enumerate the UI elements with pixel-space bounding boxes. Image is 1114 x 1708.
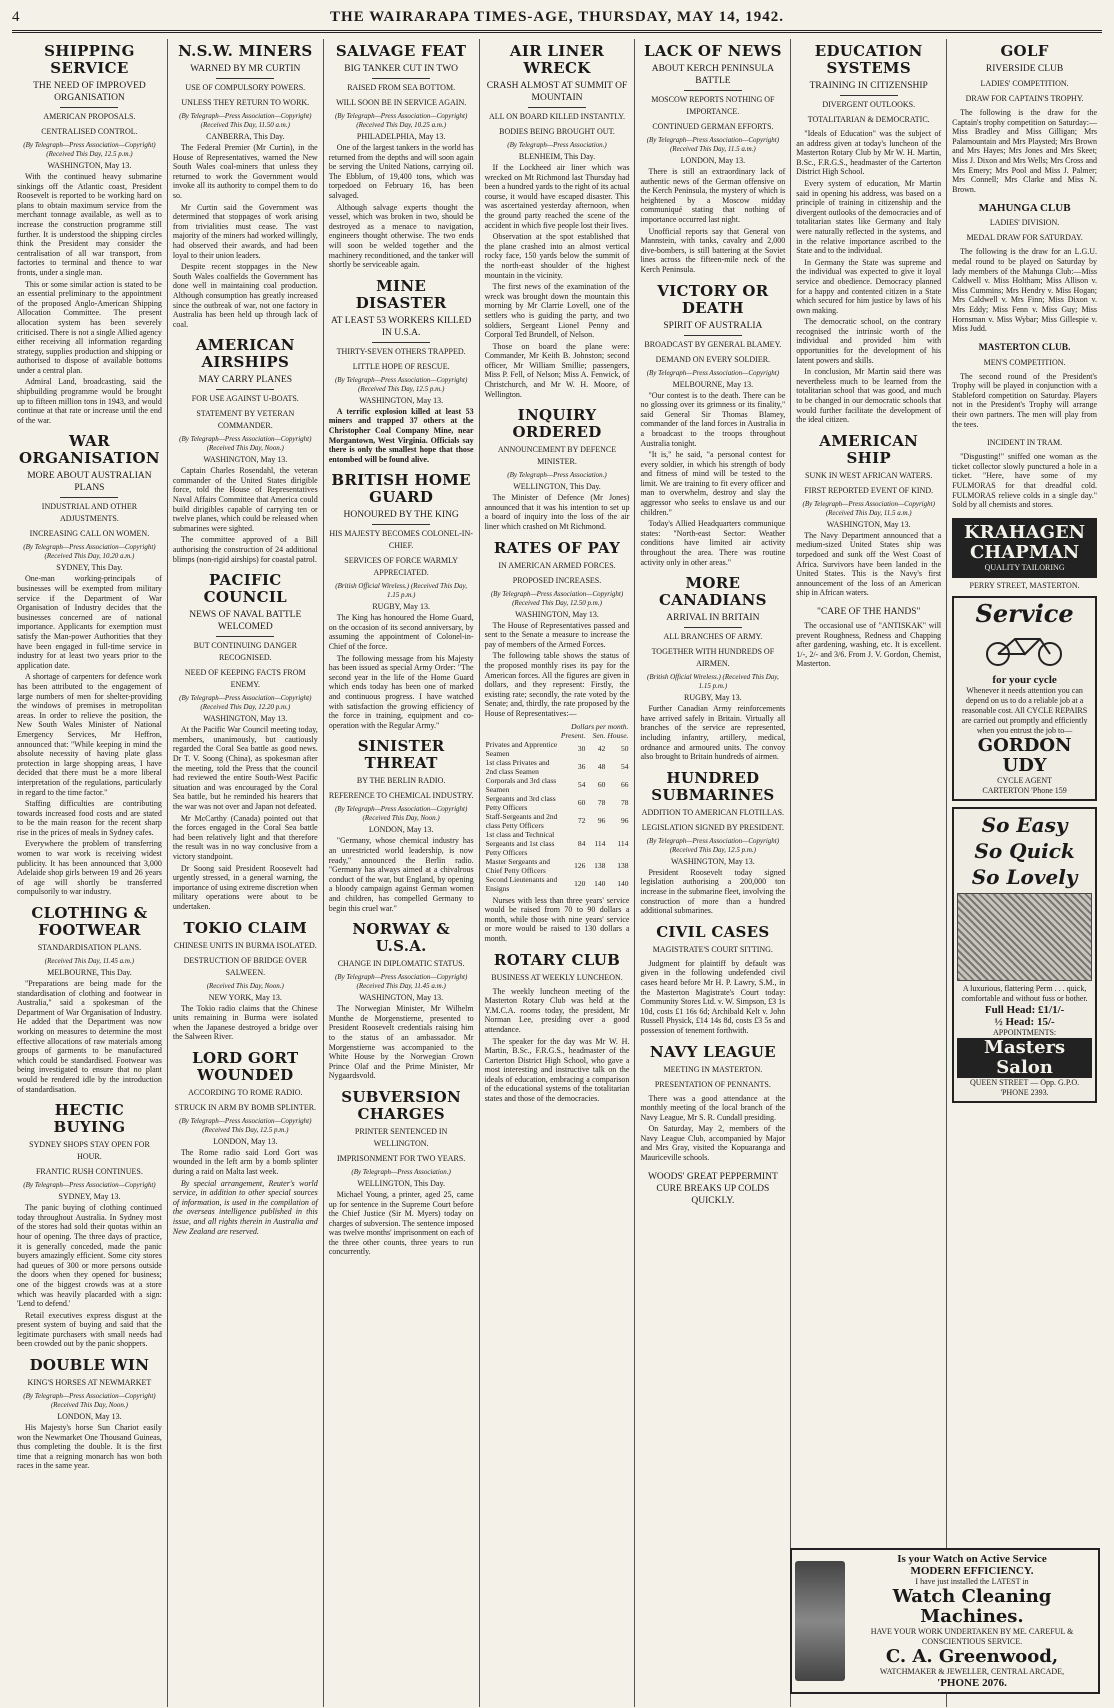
table-row: Corporals and 3rd class Seamen 54 60 66 <box>485 775 629 794</box>
paragraph: The House of Representatives passed and sent to the Senate a measure to increase the pay of members of the Armed Forces. <box>484 620 630 649</box>
headline: PACIFIC COUNCIL <box>203 571 287 607</box>
dateline: SYDNEY, May 13. <box>58 1192 121 1202</box>
wire-credit: (By Telegraph—Press Association.) <box>507 141 607 149</box>
subheading: DRAW FOR CAPTAIN'S TROPHY. <box>965 94 1084 103</box>
table-row: Staff-Sergeants and 2nd class Petty Officers 72 96 96 <box>485 811 629 830</box>
subheading: IN AMERICAN ARMED FORCES. <box>498 560 616 570</box>
article-civil-cases <box>640 924 785 1036</box>
subheading: PRINTER SENTENCED IN WELLINGTON. <box>354 1126 448 1148</box>
paragraph: "Ideals of Education" was the subject of an address given at today's luncheon of the Masterton Rotary Club by Mr W. H. Martin, B.Sc., F.R.G.S., headmaster of the Carterton District High School. <box>796 129 942 177</box>
headline: TOKIO CLAIM <box>183 918 308 937</box>
subheading: RAISED FROM SEA BOTTOM. <box>347 83 456 92</box>
table-row: 1st class Privates and 2nd class Seamen 36 48 54 <box>485 757 629 776</box>
headline: AIR LINER WRECK <box>509 42 605 77</box>
subheading: MOSCOW REPORTS NOTHING OF IMPORTANCE. <box>651 95 775 116</box>
article-lord-gort <box>173 1050 318 1236</box>
subheading: LADIES' DIVISION. <box>989 218 1060 228</box>
dateline: RUGBY, May 13. <box>684 693 742 703</box>
article-more-canadians <box>640 575 785 762</box>
article-double-win <box>17 1357 162 1471</box>
table-row: 1st class and Technical Sergeants and 1st class Petty Officers 84 114 114 <box>485 829 629 857</box>
dateline: WASHINGTON, May 13. <box>203 714 288 724</box>
article-victory-or-death <box>640 283 785 568</box>
paragraph: The following is the draw for an L.G.U. medal round to be played on Saturday by lady members of the Mahunga Club:—Miss Caldwell v. Miss Holtham; Miss Allison v. Miss Cummins; Mrs Hendry v. Miss Hogan; Mrs Caldwell v. Mrs Finn; Miss Dixon v. Mrs Eddy; Miss Fenn v. Miss Guy; Miss Hornsman v. Miss Wybar; Miss Gillespie v. Miss Judd. <box>952 247 1098 334</box>
paragraph: The King has honoured the Home Guard, on the occasion of its second anniversary, by assuming the appointment of Colonel-in-Chief of the force. <box>328 613 474 652</box>
subheading: AT LEAST 53 WORKERS KILLED IN U.S.A. <box>330 315 472 338</box>
wire-credit: (By Telegraph—Press Association.) <box>351 1167 451 1176</box>
article-hundred-submarines <box>640 770 785 916</box>
dateline: BLENHEIM, This Day. <box>518 152 596 161</box>
paragraph: Mr Curtin said the Government was determined that stoppages of work arising from trivialities must cease. The vast majority of the miners had worked willingly, had observed their awards, and had been loyal to their union leaders. <box>172 202 318 260</box>
dateline: WASHINGTON, May 13. <box>826 519 911 529</box>
subheading: LADIES' COMPETITION. <box>980 79 1069 88</box>
paragraph: Today's Allied Headquarters communique states: "North-east Sector: Weather conditions have limited air activity throughout the area. There was routine activity only in other areas." <box>640 519 786 567</box>
paragraph: "It is," he said, "a personal contest for every soldier, in which his strength of body and fitness of mind will be tested to the limit. We are training to fit every officer and man to overwhelm, destroy and slay the aggressor who seeks to enslave us and our children." <box>640 450 786 517</box>
paragraph: Those on board the plane were: Commander, Mr Keith B. Johnston; second officer, Mr William Smillie; passengers, Miss P. Fell, of Nelson; Miss A. Fenwick, of Christchurch, and Mr W. H. Moore, of Wellington. <box>484 341 630 399</box>
article-pacific-council <box>173 572 318 911</box>
paragraph: The Federal Premier (Mr Curtin), in the House of Representatives, warned the New South Wales coal-miners that unless they returned to work the Government would invoke all its authority to compel them to do so. <box>172 143 318 200</box>
paragraph: The Rome radio said Lord Gort was wounded in the left arm by a bomb splinter during a raid on Malta last week. <box>172 1147 318 1177</box>
paragraph: The panic buying of clothing continued today throughout Australia. In Sydney most of the stores had sold their quotas within an hour of opening. The three days of practice, it is generally conceded, made the panic buyers amazingly efficient. Some city stores had queues of 300 or more persons outside the doors when they opened for business; one of the biggest crowds was at a store which was heavily placarded with a sign: 'Lend to defend.' <box>17 1203 162 1309</box>
article-golf <box>952 43 1097 194</box>
bicycle-icon <box>980 629 1070 667</box>
masters-salon-ad: So Easy So Quick So Lovely A luxurious, flattering Perm . . . quick, comfortable and without fuss or bother. Full Head: £1/1/- ½ Head: 15/- APPOINTMENTS: Masters Salon QUEEN STREET — Opp. G.P.O. 'PHONE 2393. <box>952 807 1097 1103</box>
subheading: KING'S HORSES AT NEWMARKET <box>27 1378 152 1388</box>
paragraph: By special arrangement, Reuter's world service, in addition to other special sources of information, is used in the compilation of the overseas intelligence published in this issue, and all rights therein in Australia and New Zealand are reserved. <box>172 1178 318 1236</box>
headline: NORWAY & U.S.A. <box>352 920 450 956</box>
wire-credit: (By Telegraph—Press Association—Copyright) (Received This Day, 12.50 p.m.) <box>490 589 624 607</box>
paragraph: The occasional use of "ANTISKAK" will prevent Roughness, Redness and Chapping after gardening, washing, etc. It is excellent. 1/-, 2/- and 3/6. From J. V. Gordon, Chemist, Masterton. <box>796 620 942 669</box>
headline: CIVIL CASES <box>656 922 770 941</box>
dateline: PHILADELPHIA, May 13. <box>356 132 446 141</box>
headline: SALVAGE FEAT <box>335 42 467 60</box>
wire-credit: (By Telegraph—Press Association—Copyright) (Received This Day, 11.5 a.m.) <box>646 136 780 153</box>
table-header: House. <box>607 730 629 740</box>
paragraph: In conclusion, Mr Martin said there was nevertheless much to be learned from the totalitarian school that was good, and much to be changed in our democratic schools that would further facilitate the development of the ideal citizen. <box>796 367 942 425</box>
headline: HECTIC BUYING <box>53 1101 126 1137</box>
paragraph: The Tokio radio claims that the Chinese units remaining in Burma were isolated when the Japanese destroyed a bridge over the Salween River. <box>172 1003 318 1042</box>
headline: N.S.W. MINERS <box>178 42 313 60</box>
headline: BRITISH HOME GUARD <box>331 471 471 507</box>
subheading: SYDNEY SHOPS STAY OPEN FOR HOUR. <box>29 1140 150 1162</box>
dateline: LONDON, May 13. <box>680 156 746 165</box>
dateline: RUGBY, May 13. <box>372 602 430 612</box>
article-american-ship <box>796 433 941 598</box>
article-mahunga-club <box>952 202 1097 333</box>
subheading: NEWS OF NAVAL BATTLE WELCOMED <box>189 610 302 633</box>
paragraph: His Majesty's horse Sun Chariot easily won the Newmarket One Thousand Guineas, thus completing the double. It is the first time that a reigning monarch has won both races in the same year. <box>17 1423 162 1471</box>
headline: INQUIRY ORDERED <box>512 406 602 442</box>
paragraph: Michael Young, a printer, aged 25, came up for sentence in the Supreme Court before the Chief Justice (Sir M. Myers) today on charges of subversion. The sentence imposed was twelve months' imprisonment on each of the three other counts, three years to run concurrently. <box>328 1189 474 1257</box>
dateline: WASHINGTON, May 13. <box>515 609 599 619</box>
dateline: WASHINGTON, May 13. <box>670 856 755 866</box>
wire-credit: (By Telegraph—Press Association—Copyright) (Received This Day, 10.25 a.m.) <box>334 112 468 129</box>
subheading: BY THE BERLIN RADIO. <box>356 776 446 786</box>
headline: MASTERTON CLUB. <box>978 342 1071 353</box>
wire-credit: (By Telegraph—Press Association—Copyright) (Received This Day, 12.5 p.m.) <box>646 836 780 854</box>
table-row: Second Lieutenants and Ensigns 120 140 140 <box>485 874 629 893</box>
paragraph: Staffing difficulties are contributing towards increased food costs and are stated to be the main reason for the recent sharp rise in the prices of meals in Sydney cafes. <box>17 799 162 837</box>
table-caption: Dollars per month. <box>571 721 629 731</box>
column-4 <box>480 39 636 1707</box>
table-header: Present. <box>560 730 586 740</box>
dateline: WASHINGTON, May 13. <box>359 993 444 1003</box>
table-row: Master Sergeants and Chief Petty Officers 126 138 138 <box>485 856 629 875</box>
paragraph: Mr McCarthy (Canada) pointed out that the forces engaged in the Coral Sea battle had been relatively light and that therefore the result was in no way conclusive from a victory standpoint. <box>172 813 318 861</box>
subheading: MAY CARRY PLANES <box>198 375 293 386</box>
article-lack-of-news <box>640 43 785 275</box>
column-1 <box>12 39 168 1707</box>
article-clothing-footwear <box>17 905 162 1094</box>
headline: ROTARY CLUB <box>493 950 621 969</box>
subheading: CENTRALISED CONTROL. <box>41 127 138 136</box>
headline: AMERICAN AIRSHIPS <box>195 336 295 372</box>
subheading: ALL BRANCHES OF ARMY. <box>663 632 763 642</box>
article-subversion-charges <box>329 1089 474 1257</box>
subheading: USE OF COMPULSORY POWERS. <box>185 83 306 92</box>
paragraph: Judgment for plaintiff by default was given in the following undefended civil cases heard before Mr H. P. Lawry, S.M., in the Masterton Magistrate's Court today: Community Stores Ltd. v. W. Simpson, £3 1s 10d, costs £1 16s 6d; Archibald Kelt v. John Russell Physick, £14 14s 8d, costs £3 5s and possession of tenement forthwith. <box>640 958 786 1035</box>
article-mine-disaster <box>329 278 474 465</box>
dateline: WASHINGTON, May 13. <box>47 161 132 170</box>
paragraph: The Minister of Defence (Mr Jones) announced that it was his intention to set up a board of inquiry into the loss of the air liner which crashed on Mt Richmond. <box>484 493 630 532</box>
headline: MAHUNGA CLUB <box>978 202 1071 215</box>
woman-portrait-image <box>957 893 1092 981</box>
wire-credit: (By Telegraph—Press Association—Copyright) (Received This Day, 11.45 a.m.) <box>334 973 468 991</box>
paragraph: The following table shows the status of the proposed monthly rises its pay for the American forces. All the figures are given in dollars, and they represent: Firstly, the existing rate; secondly, the rate voted by the Senate; and, thirdly, the rate proposed by the House of Representatives:— <box>484 651 630 718</box>
subheading: STANDARDISATION PLANS. <box>37 943 142 953</box>
article-hectic-buying <box>17 1102 162 1349</box>
subheading: FIRST REPORTED EVENT OF KIND. <box>804 485 934 495</box>
headline: LORD GORT WOUNDED <box>192 1048 299 1084</box>
subheading: CONTINUED GERMAN EFFORTS. <box>652 122 774 131</box>
wire-credit: (By Telegraph—Press Association—Copyright) (Received This Day, 12.5 p.m.) <box>23 141 156 158</box>
dateline: WASHINGTON, May 13. <box>203 455 288 465</box>
subheading: ACCORDING TO ROME RADIO. <box>188 1087 303 1097</box>
wire-credit: (By Telegraph—Press Association—Copyright) (Received This Day, 11.5 a.m.) <box>802 499 935 517</box>
subheading: FOR USE AGAINST U-BOATS. <box>191 394 299 404</box>
paragraph: "Germany, whose chemical industry has an unrestricted world leadership, is now ready," announced the Berlin radio. "Germany has always aimed at a chivalrous conduct of the war, but England, by opening a bloody campaign against German women and children, has compelled Germany to begin this cruel war." <box>328 836 474 913</box>
paragraph: The following message from his Majesty has been issued as special Army Order: "The second year in the life of the Home Guard which ends today has been one of marked and continuous progress. I have watched with satisfaction the growing efficiency of the force in training, equipment and co-operation with the Regular Army." <box>328 653 474 730</box>
subheading: CHINESE UNITS IN BURMA ISOLATED. <box>173 940 317 950</box>
paragraph: One of the largest tankers in the world has returned from the depths and will soon again be serving the United Nations, carrying oil. The Ebblum, of 19,400 tons, which was torpedoed on February 16, has been salvaged. <box>328 143 474 200</box>
dateline: WELLINGTON, This Day. <box>513 482 601 492</box>
newspaper-title: THE WAIRARAPA TIMES-AGE, THURSDAY, MAY 14, 1942. <box>330 8 784 25</box>
paragraph: The democratic school, on the contrary recognised the intrinsic worth of the individual and provided him with opportunities for the development of his latent powers and skills. <box>796 317 942 365</box>
subheading: HIS MAJESTY BECOMES COLONEL-IN-CHIEF. <box>329 529 473 551</box>
headline: AMERICAN SHIP <box>819 431 919 467</box>
wire-credit: (By Telegraph—Press Association—Copyright) <box>646 368 780 377</box>
wire-credit: (By Telegraph—Press Association—Copyright) (Received This Day, 12.5 p.m.) <box>334 375 468 393</box>
paragraph: "Preparations are being made for the standardisation of clothing and footwear in Australia," said a spokesman of the Department of War Organisation of Industry. He added that the Department was now working on measures to determine the most effective allocations of raw materials among groups of garments to be manufactured which could be standardised. Footwear was being investigated to ensure that no plant would be rendered idle by the introduction of standardisation. <box>17 979 162 1094</box>
article-salvage-feat <box>329 43 474 270</box>
peppermint-cure-ad: WOODS' GREAT PEPPERMINT CURE BREAKS UP COLDS QUICKLY. <box>647 1171 778 1206</box>
subheading: DIVERGENT OUTLOOKS. <box>822 100 916 109</box>
subheading: BROADCAST BY GENERAL BLAMEY. <box>644 339 782 349</box>
subheading: DEMAND ON EVERY SOLDIER. <box>655 354 771 364</box>
paragraph: Although salvage experts thought the vessel, which was broken in two, should be destroyed as a menace to navigation, engineers thought otherwise. The two ends will soon be welded together and the machinery reconditioned, and the tanker will shortly be serviceable again. <box>328 202 474 270</box>
paragraph: One-man working-principals of businesses will be exempted from military service if the Department of War Organisation of Industry decides that the businesses concerned are of national importance. Applicants for exemption must satisfy the Man-power Authorities that they have been engaged in full-time service in industry for at least two years prior to the application date. <box>17 574 162 670</box>
paragraph: At the Pacific War Council meeting today, members, unanimously, but cautiously regarded the Coral Sea battle as good news. Dr T. V. Soong (China), as spokesman after the meeting, told the Press that the council had reviewed the entire South-West Pacific situation and was encouraged by the Coral Sea battle, but he reminded his hearers that the war was not over and Japan not defeated. <box>172 725 318 811</box>
subheading: DESTRUCTION OF BRIDGE OVER SALWEEN. <box>183 955 307 977</box>
subheading: CHANGE IN DIPLOMATIC STATUS. <box>337 959 465 969</box>
subheading: BUT CONTINUING DANGER RECOGNISED. <box>193 641 297 663</box>
subheading: ADDITION TO AMERICAN FLOTILLAS. <box>641 807 785 817</box>
paragraph: Every system of education, Mr Martin said in opening his address, was based on a principle of training in citizenship and the divergent outlooks of the democracies and of totalitarian states like Germany and Italy were naturally reflected in the systems, and in the relative importance ascribed to the State and to the individual. <box>796 178 942 256</box>
dateline: LONDON, May 13. <box>368 825 434 835</box>
headline: VICTORY OR DEATH <box>657 281 769 317</box>
headline: SINISTER THREAT <box>357 737 445 773</box>
column-6 <box>791 39 947 1707</box>
article-air-liner-wreck <box>485 43 630 399</box>
dateline: WASHINGTON, May 13. <box>359 395 444 405</box>
paragraph: Nurses with less than three years' service would be raised from 70 to 90 dollars a month, while those with nine years' service or more would be raised to 130 dollars a month. <box>484 895 630 943</box>
subheading: UNLESS THEY RETURN TO WORK. <box>181 98 310 107</box>
dateline: LONDON, May 13. <box>57 1412 122 1422</box>
paragraph: A shortage of carpenters for defence work has been attributed to the engagement of large numbers of men for shelter-providing the windows of premises in metropolitan areas. In order to relieve the position, the New South Wales Minister of National Emergency Services, Mr Heffron, announced that: "While keeping in mind the absolute necessity of having plate glass protection in large shopping areas, I have decided that there must be a more liberal interpretation of the regulations, particularly in regard to the time factor." <box>17 672 162 797</box>
paragraph: Despite recent stoppages in the New South Wales coalfields the Government has done well in maintaining coal production. Although consumption has greatly increased since the outbreak of war, not one factory in Australia has been held up through lack of coal. <box>172 262 318 329</box>
paragraph: Everywhere the problem of transferring women to war work is receiving widest publicity. It has been announced that 3,000 Adelaide shop girls between 19 and 26 years of age will shortly be transferred compulsorily to war industry. <box>17 839 162 897</box>
subheading: LITTLE HOPE OF RESCUE. <box>352 361 450 371</box>
dateline: CANBERRA, This Day. <box>206 132 285 141</box>
dateline: WELLINGTON, This Day. <box>357 1178 445 1188</box>
column-5 <box>635 39 791 1707</box>
paragraph: "Disgusting!" sniffed one woman as the ticket collector slowly punctured a hole in a ticket. "Here, have some of my FULMORAS for that dreadful cold. FULMORAS relieve colds in a single day." Sold by all chemists and stores. <box>952 452 1098 510</box>
subheading: TOGETHER WITH HUNDREDS OF AIRMEN. <box>651 647 775 669</box>
paragraph: Further Canadian Army reinforcements have arrived safely in Britain. Virtually all branches of the service are represented, including infantry, artillery, medical, ordnance and armoured units. The convoy also brought to Britain hundreds of airmen. <box>640 704 786 762</box>
article-rates-of-pay <box>485 540 630 944</box>
subheading: ARRIVAL IN BRITAIN <box>666 613 760 624</box>
subheading: BODIES BEING BROUGHT OUT. <box>499 127 615 136</box>
masthead <box>12 4 1102 33</box>
paragraph: The Navy Department announced that a medium-sized United States ship was torpedoed and sunk off the West Coast of Africa. Survivors have been landed in the United States. This is the Navy's first announcement of the loss of an American ship in African waters. <box>796 530 942 598</box>
subheading: MEN'S COMPETITION. <box>983 357 1066 367</box>
wire-credit: (By Telegraph—Press Association—Copyright) (Received This Day, Noon.) <box>179 435 312 453</box>
wire-credit: (By Telegraph—Press Association—Copyright) <box>23 1181 156 1190</box>
subheading: INCREASING CALL ON WOMEN. <box>29 529 150 539</box>
paragraph: The following is the draw for the Captain's trophy competition on Saturday:—Miss Bradley and Miss Gilligan; Mrs Palamountain and Mrs Playsted; Mrs Brown and Mrs Hayes; Mrs Jones and Mrs Skeet; Miss J. Dixon and Mrs Wells; Mrs Cross and Mrs Emery; Mrs Pool and Miss J. Palmer; Mrs Connell; Mrs Clarke and Miss N. Brown. <box>952 108 1098 194</box>
paragraph: A terrific explosion killed at least 53 miners and trapped 37 others at the Christopher Coal Company Mine, near Morgantown, West Virginia. Officials say there is only the smallest hope that those entombed will be found alive. <box>328 406 474 464</box>
wire-credit: (By Telegraph—Press Association—Copyright) (Received This Day, 10.20 a.m.) <box>23 543 156 561</box>
article-tokio-claim <box>173 920 318 1042</box>
wire-credit: (By Telegraph—Press Association.) <box>507 471 607 480</box>
headline: LACK OF NEWS <box>643 42 782 60</box>
wire-credit: (By Telegraph—Press Association—Copyright) (Received This Day, 12.5 p.m.) <box>179 1116 312 1134</box>
wire-credit: (Received This Day, Noon.) <box>206 981 284 990</box>
subheading: MAGISTRATE'S COURT SITTING. <box>652 944 773 954</box>
subheading: SUNK IN WEST AFRICAN WATERS. <box>805 470 933 480</box>
page-number: 4 <box>12 8 21 25</box>
subheading: MORE ABOUT AUSTRALIAN PLANS <box>27 471 152 494</box>
article-navy-league <box>640 1044 785 1163</box>
wire-credit: (British Official Wireless.) (Received This Day, 1.15 p.m.) <box>335 582 468 600</box>
dateline: NEW YORK, May 13. <box>208 992 282 1002</box>
subheading: WARNED BY MR CURTIN <box>190 64 301 74</box>
paragraph: The Norwegian Minister, Mr Wilhelm Munthe de Morgenstierne, presented to President Roosevelt credentials raising him to the status of an ambassador. Mr Morgenstierne was accompanied to the White House by the Norwegian Crown Prince Olaf and the Prime Minister, Mr Nygaardsvold. <box>328 1004 474 1081</box>
paragraph: In Germany the State was supreme and the individual was expected to give it loyal service and obedience. Democracy planned for a happy and contented citizen in a State which secured for him justice by laws of his own making. <box>796 257 942 315</box>
subheading: INCIDENT IN TRAM. <box>987 438 1063 448</box>
subheading: SPIRIT OF AUSTRALIA <box>663 320 763 331</box>
table-row: Privates and Apprentice Seamen 30 42 50 <box>485 739 629 758</box>
wire-credit: (By Telegraph—Press Association—Copyright) (Received This Day, 12.20 p.m.) <box>179 694 312 712</box>
article-american-airships <box>173 337 318 564</box>
headline: "CARE OF THE HANDS" <box>817 606 921 617</box>
wire-credit: (British Official Wireless.) (Received This Day, 1.15 p.m.) <box>646 673 779 691</box>
subheading: BIG TANKER CUT IN TWO <box>344 64 459 74</box>
column-2 <box>168 39 324 1707</box>
subheading: SERVICES OF FORCE WARMLY APPRECIATED. <box>344 556 459 578</box>
subheading: TOTALITARIAN & DEMOCRATIC. <box>807 115 930 124</box>
table-row: Sergeants and 3rd class Petty Officers 60 78 78 <box>485 793 629 812</box>
headline: EDUCATION SYSTEMS <box>814 42 923 77</box>
subheading: THE NEED OF IMPROVED ORGANISATION <box>33 81 146 103</box>
paragraph: There was a good attendance at the monthly meeting of the local branch of the Navy League, Mr S. R. Cundall presiding. <box>640 1093 786 1122</box>
subheading: ABOUT KERCH PENINSULA BATTLE <box>651 64 774 86</box>
article-care-of-hands <box>796 606 941 669</box>
headline: SUBVERSION CHARGES <box>341 1087 462 1123</box>
article-british-home-guard <box>329 472 474 730</box>
paragraph: Retail executives express disgust at the present system of buying and said that the legitimate purchasers with small needs had been crowded out by the panic shoppers. <box>17 1310 162 1349</box>
subheading: BUSINESS AT WEEKLY LUNCHEON. <box>491 972 623 982</box>
paragraph: Admiral Land, broadcasting, said the shipbuilding programme would be brought up to fifteen million tons in 1943, and would continue at that rate or increase until the end of the war. <box>17 377 162 425</box>
article-sinister-threat <box>329 738 474 913</box>
dateline: MELBOURNE, This Day. <box>47 968 132 978</box>
article-shipping-service <box>17 43 162 425</box>
article-norway-usa <box>329 921 474 1081</box>
subheading: MEETING IN MASTERTON. <box>663 1064 763 1074</box>
subheading: NEED OF KEEPING FACTS FROM ENEMY. <box>184 668 306 690</box>
paragraph: The weekly luncheon meeting of the Masterton Rotary Club was held at the Y.M.C.A. rooms today, the president, Mr Norman Lee, presiding over a good attendance. <box>484 986 630 1034</box>
headline: DOUBLE WIN <box>29 1356 150 1375</box>
subheading: THIRTY-SEVEN OTHERS TRAPPED. <box>336 346 466 356</box>
greenwood-watchmaker-ad: Is your Watch on Active Service MODERN EFFICIENCY. I have just installed the LATEST in Watch Cleaning Machines. HAVE YOUR WORK UNDERTAKEN BY ME. CAREFUL & CONSCIENTIOUS SERVICE. C. A. Greenwood, WATCHMAKER & JEWELLER, CENTRAL ARCADE, 'PHONE 2076. <box>790 1548 1100 1694</box>
headline: SHIPPING SERVICE <box>44 42 135 77</box>
subheading: WILL SOON BE IN SERVICE AGAIN. <box>336 98 467 107</box>
watch-cleaning-machine-image <box>795 1561 845 1681</box>
dateline: LONDON, May 13. <box>213 1136 278 1146</box>
paragraph: This or some similar action is stated to be an essential preliminary to the appointment of the proposed Anglo-American Shipping Allocation Committee. The present allocation system has been severely criticised. There is not a single Allied agency either receiving all information regarding strategy, supplies production and shipping or authorised to dispose of available bottoms under a central plan. <box>17 279 162 375</box>
cycle-repair-ad: Service for your cycle Whenever it needs attention you can depend on us to do a reliable job at a reasonable cost. All CYCLE REPAIRS are carried out promptly and efficiently when you entrust the job to— GORDON UDY CYCLE AGENT CARTERTON 'Phone 159 <box>952 596 1097 801</box>
paragraph: "Our contest is to the death. There can be no glossing over its grimness or its finality," said General Sir Thomas Blamey, commander of the land forces in Australia in a broadcast to the troops throughout Australia tonight. <box>640 390 786 448</box>
article-education-systems <box>796 43 941 425</box>
paragraph: The second round of the President's Trophy will be played in conjunction with a Stableford competition on Saturday. Players not in the President's Trophy will arrange their own partners. The men will play from the tees. <box>952 371 1098 429</box>
paragraph: The first news of the examination of the wreck was brought down the mountain this morning by Mr Clarrie Lovell, one of the settlers who is guiding the party, and two soldiers, Sergeant Lionel Penny and Corporal Ted Brundell, of Nelson. <box>484 282 630 340</box>
paragraph: If the Lockheed air liner which was wrecked on Mt Richmond last Thursday had been a hundred yards to the right of its actual course, it would have escaped disaster. This was ascertained yesterday afternoon, when the ground party reached the scene of the accident in which five people lost their lives. <box>484 163 630 230</box>
headline: MINE DISASTER <box>355 276 447 312</box>
article-inquiry-ordered <box>485 407 630 531</box>
wire-credit: (Received This Day, 11.45 a.m.) <box>44 957 135 966</box>
subheading: CRASH ALMOST AT SUMMIT OF MOUNTAIN <box>486 81 628 103</box>
dateline: MELBOURNE, May 13. <box>672 379 754 389</box>
headline: HUNDRED SUBMARINES <box>651 768 775 804</box>
headline: GOLF <box>1000 42 1049 60</box>
paragraph: Observation at the spot established that the plane crashed into an almost vertical rocky face, 150 yards below the summit of the north-east shoulder of the highest mountain in the vicinity. <box>484 232 630 280</box>
headline: NAVY LEAGUE <box>649 1042 776 1061</box>
article-nsw-miners <box>173 43 318 329</box>
subheading: RIVERSIDE CLUB <box>985 64 1064 74</box>
subheading: INDUSTRIAL AND OTHER ADJUSTMENTS. <box>41 502 138 524</box>
paragraph: With the continued heavy submarine sinkings off the Atlantic coast, President Roosevelt is reported to be working hard on plans to obtain maximum service from the merchant tonnage available, as well as to increase the construction programme still further. It is understood the shipping circles think the President may consider the centralisation of all war transport, from factories to terminal and thence to war fronts, under a single man. <box>17 172 162 277</box>
headline: MORE CANADIANS <box>658 574 767 610</box>
paragraph: Dr Soong said President Roosevelt had urgently stressed, in a general warning, the importance of using extreme discretion when military operations were about to be undertaken. <box>172 863 318 911</box>
headline: RATES OF PAY <box>493 538 621 557</box>
subheading: ALL ON BOARD KILLED INSTANTLY. <box>488 112 626 121</box>
krahagen-chapman-ad: KRAHAGEN CHAPMAN QUALITY TAILORING <box>952 518 1097 578</box>
column-7 <box>947 39 1102 1707</box>
pay-table <box>485 722 630 893</box>
subheading: STRUCK IN ARM BY BOMB SPLINTER. <box>174 1102 317 1112</box>
subheading: MEDAL DRAW FOR SATURDAY. <box>966 233 1083 243</box>
subheading: IMPRISONMENT FOR TWO YEARS. <box>336 1153 466 1163</box>
subheading: REFERENCE TO CHEMICAL INDUSTRY. <box>328 791 474 801</box>
article-masterton-club <box>952 342 1097 430</box>
table-header: Sen. <box>592 730 606 740</box>
subheading: PROPOSED INCREASES. <box>512 575 602 585</box>
ad-address: PERRY STREET, MASTERTON. <box>969 580 1080 590</box>
paragraph: There is still an extraordinary lack of authentic news of the German offensive on the Kerch Peninsula, the mystery of which is heightened by a Moscow midday communiqué stating that nothing of importance occurred last night. <box>640 167 786 224</box>
paragraph: Unofficial reports say that General von Mannstein, with tanks, cavalry and 2,000 dive-bombers, is still battering at the Soviet lines across the fifteen-mile neck of the Kerch Peninsula. <box>640 226 786 274</box>
subheading: STATEMENT BY VETERAN COMMANDER. <box>196 409 295 431</box>
paragraph: On Saturday, May 2, members of the Navy League Club, accompanied by Major and Mrs Gray, visited the Kopuaranga and Mauriceville schools. <box>640 1124 786 1163</box>
subheading: PRESENTATION OF PENNANTS. <box>654 1079 771 1089</box>
paragraph: The committee approved of a Bill authorising the construction of 24 additional blimps (non-rigid airships) for coastal patrol. <box>172 535 318 564</box>
subheading: AMERICAN PROPOSALS. <box>43 112 136 121</box>
headline: CLOTHING & FOOTWEAR <box>31 904 148 940</box>
paragraph: The speaker for the day was Mr W. H. Martin, B.Sc., F.R.G.S., headmaster of the Carterton District High School, who gave a most interesting and instructive talk on the ideals of education, embracing a comparison of the educational systems of the totalitarian states and those of the democracies. <box>484 1036 630 1104</box>
article-war-organisation <box>17 433 162 897</box>
subheading: ANNOUNCEMENT BY DEFENCE MINISTER. <box>497 445 617 467</box>
paragraph: President Roosevelt today signed legislation authorising a 200,000 ton increase in the submarine fleet, involving the construction of more than a hundred additional submarines. <box>640 867 786 916</box>
dateline: SYDNEY, This Day. <box>56 563 123 573</box>
paragraph: Captain Charles Rosendahl, the veteran commander of the United States dirigible force, told the House of Representatives Naval Affairs Committee that America could build dirigibles capable of carrying ten or twelve planes, which could be released when submarines were sighted. <box>172 466 318 533</box>
headline: WAR ORGANISATION <box>18 432 160 468</box>
wire-credit: (By Telegraph—Press Association—Copyright) (Received This Day, Noon.) <box>334 805 468 823</box>
subheading: LEGISLATION SIGNED BY PRESIDENT. <box>641 822 784 832</box>
article-incident-in-tram <box>952 437 1097 510</box>
wire-credit: (By Telegraph—Press Association—Copyright) (Received This Day, 11.50 a.m.) <box>179 112 312 129</box>
article-rotary-club <box>485 952 630 1104</box>
column-3 <box>324 39 480 1707</box>
subheading: FRANTIC RUSH CONTINUES. <box>35 1167 143 1177</box>
subheading: HONOURED BY THE KING <box>343 510 459 521</box>
subheading: TRAINING IN CITIZENSHIP <box>809 81 928 91</box>
wire-credit: (By Telegraph—Press Association—Copyright) (Received This Day, Noon.) <box>23 1392 156 1410</box>
